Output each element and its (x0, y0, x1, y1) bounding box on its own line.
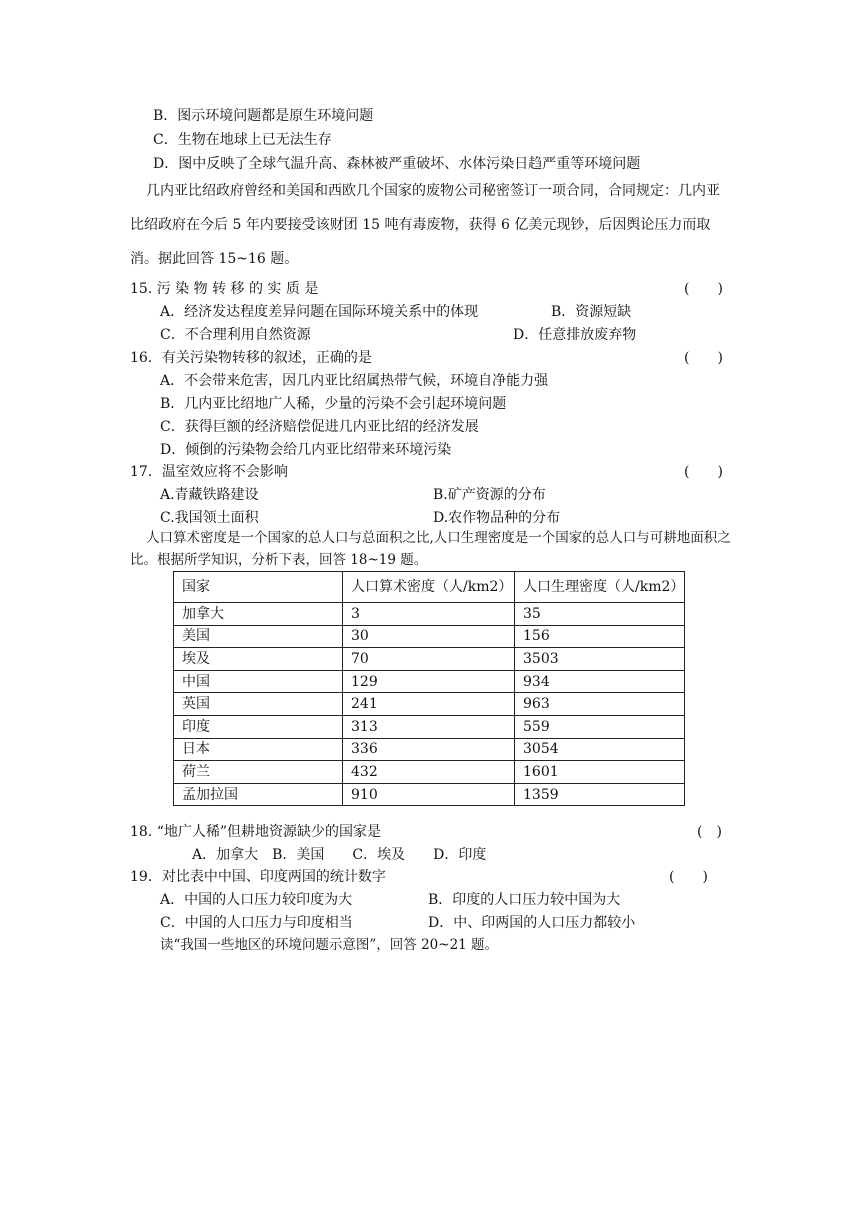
q18-stem: 18. “地广人稀”但耕地资源缺少的国家是 (130, 824, 382, 840)
q19-option-d: D．中、印两国的人口压力都较小 (428, 915, 636, 931)
table-cell: 美国 (174, 625, 343, 648)
table-cell: 埃及 (174, 648, 343, 671)
table-row (174, 603, 685, 626)
q18-options: A．加拿大 B．美国 C．埃及 D．印度 (192, 847, 487, 863)
table-cell: 印度 (174, 715, 343, 738)
q14-option-d: D．图中反映了全球气温升高、森林被严重破坏、水体污染日趋严重等环境问题 (153, 156, 641, 172)
table-cell: 559 (515, 715, 685, 738)
table-cell: 432 (343, 761, 515, 784)
table-cell: 156 (515, 625, 685, 648)
q15-option-b: B．资源短缺 (551, 304, 632, 320)
table-cell: 3054 (515, 738, 685, 761)
table-row (174, 670, 685, 693)
table-cell: 910 (343, 783, 515, 806)
table-cell: 35 (515, 603, 685, 626)
table-cell: 241 (343, 693, 515, 716)
table-header-row (174, 572, 685, 603)
table-cell: 336 (343, 738, 515, 761)
table-row (174, 783, 685, 806)
table-cell: 1601 (515, 761, 685, 784)
q14-option-c: C．生物在地球上已无法生存 (153, 132, 332, 148)
population-density-table (173, 571, 685, 806)
table-row (174, 761, 685, 784)
table-cell: 日本 (174, 738, 343, 761)
table-row (174, 625, 685, 648)
table-row (174, 738, 685, 761)
q19-option-b: B．印度的人口压力较中国为大 (428, 892, 621, 908)
table-cell: 荷兰 (174, 761, 343, 784)
table-cell: 129 (343, 670, 515, 693)
q16-stem: 16．有关污染物转移的叙述，正确的是 (130, 350, 372, 366)
table-cell: 934 (515, 670, 685, 693)
table-cell: 963 (515, 693, 685, 716)
passage-15-16: 几内亚比绍政府曾经和美国和西欧几个国家的废物公司秘密签订一项合同，合同规定：几内亚比绍政府在今后 5 年内要接受该财团 15 吨有毒废物，获得 6 亿美元现钞，后因舆论压力而取消。据此回答 15~16 题。 (130, 183, 720, 267)
table-cell: 英国 (174, 693, 343, 716)
table-cell: 加拿大 (174, 603, 343, 626)
table-cell: 1359 (515, 783, 685, 806)
q16-option-d: D．倾倒的污染物会给几内亚比绍带来环境污染 (160, 442, 452, 458)
q19-answer-paren: ( ) (669, 869, 708, 885)
q15-option-a: A．经济发达程度差异问题在国际环境关系中的体现 (160, 304, 479, 320)
table-cell: 3503 (515, 648, 685, 671)
q17-option-b: B.矿产资源的分布 (433, 487, 546, 503)
q17-answer-paren: ( ) (684, 464, 723, 480)
q15-stem: 15. 污 染 物 转 移 的 实 质 是 (130, 281, 319, 297)
q19-option-a: A．中国的人口压力较印度为大 (160, 892, 353, 908)
q14-option-b: B．图示环境问题都是原生环境问题 (153, 108, 374, 124)
q17-option-c: C.我国领土面积 (160, 510, 259, 526)
q16-answer-paren: ( ) (684, 350, 723, 366)
q16-option-b: B．几内亚比绍地广人稀，少量的污染不会引起环境问题 (160, 396, 507, 412)
table-header-cell: 人口生理密度（人/km2） (515, 572, 685, 603)
passage-18-19: 人口算术密度是一个国家的总人口与总面积之比,人口生理密度是一个国家的总人口与可耕地面积之比。根据所学知识，分析下表，回答 18~19 题。 (130, 530, 731, 568)
q15-answer-paren: ( ) (684, 281, 723, 297)
q15-option-d: D．任意排放废弃物 (513, 327, 637, 343)
q18-answer-paren: ( ) (697, 824, 722, 840)
q17-option-a: A.青藏铁路建设 (160, 487, 259, 503)
q16-option-a: A．不会带来危害，因几内亚比绍属热带气候，环境自净能力强 (160, 373, 549, 389)
table-cell: 30 (343, 625, 515, 648)
q19-stem: 19．对比表中中国、印度两国的统计数字 (130, 869, 386, 885)
table-cell: 70 (343, 648, 515, 671)
q16-option-c: C．获得巨额的经济赔偿促进几内亚比绍的经济发展 (160, 419, 479, 435)
q17-option-d: D.农作物品种的分布 (433, 510, 561, 526)
q17-stem: 17．温室效应将不会影响 (130, 464, 288, 480)
table-cell: 孟加拉国 (174, 783, 343, 806)
table-cell: 3 (343, 603, 515, 626)
table-header-cell: 人口算术密度（人/km2） (343, 572, 515, 603)
table-cell: 313 (343, 715, 515, 738)
table-cell: 中国 (174, 670, 343, 693)
q15-option-c: C．不合理利用自然资源 (160, 327, 311, 343)
passage-20-21: 读“我国一些地区的环境问题示意图”，回答 20~21 题。 (160, 937, 499, 953)
table-row (174, 693, 685, 716)
table-header-cell: 国家 (174, 572, 343, 603)
q19-option-c: C．中国的人口压力与印度相当 (160, 915, 353, 931)
table-row (174, 715, 685, 738)
table-row (174, 648, 685, 671)
